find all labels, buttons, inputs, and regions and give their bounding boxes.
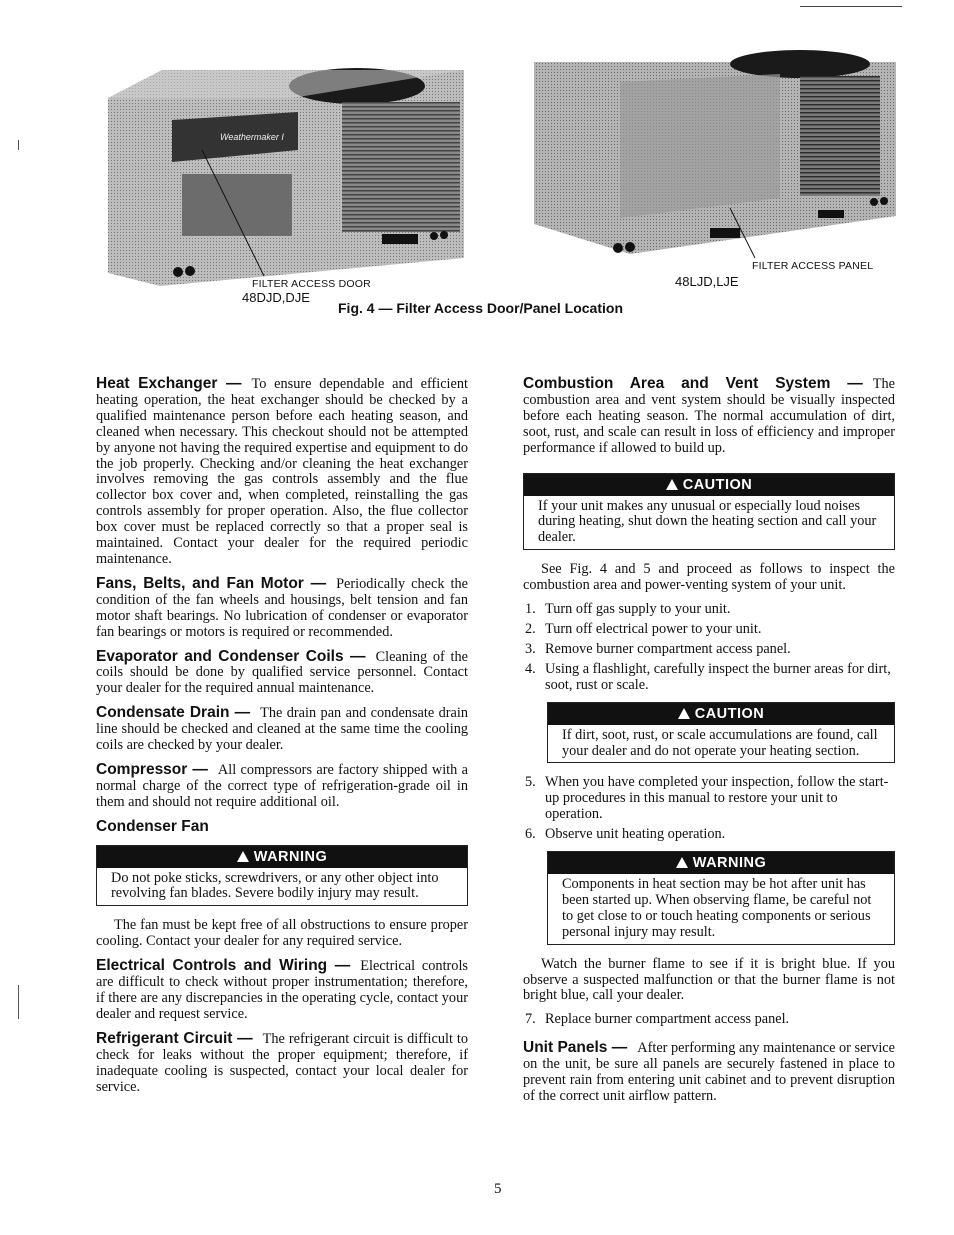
step-item: 5. When you have completed your inspection, follow the start-up procedures in this manual to restore your unit to operation. <box>525 774 889 823</box>
filter-access-door-label: FILTER ACCESS DOOR <box>252 278 371 290</box>
coils-heading: Evaporator and Condenser Coils — <box>96 647 366 665</box>
combustion-section <box>523 376 895 457</box>
drain-text: The drain pan and condensate drain line should be checked and cleaned at the same time the cooling coils are checked by your dealer. <box>96 705 468 754</box>
figure-4 <box>100 48 900 328</box>
rooftop-unit-48ljd-photo <box>530 48 900 268</box>
warning-box-fan <box>96 845 468 907</box>
compressor-text: All compressors are factory shipped with a normal charge of the correct type of refrigeration-grade oil in them and should not require additional oil. <box>96 761 468 810</box>
compressor-section <box>96 762 468 811</box>
caution-label: CAUTION <box>682 476 753 493</box>
inspection-steps-continued <box>523 775 895 843</box>
drain-section <box>96 705 468 754</box>
model-label-left: 48DJD,DJE <box>242 290 310 305</box>
heat-exchanger-section <box>96 376 468 568</box>
caution-header <box>524 474 894 496</box>
inspection-intro: See Fig. 4 and 5 and proceed as follows to inspect the combustion area and power-venting system of your unit. <box>523 561 895 594</box>
unit-panels-section <box>523 1040 895 1105</box>
top-rule <box>800 6 902 7</box>
warning-text: Do not poke sticks, screwdrivers, or any other object into revolving fan blades. Severe bodily injury may result. <box>111 869 439 902</box>
electrical-section <box>96 958 468 1023</box>
step-item: 7. Replace burner compartment access panel. <box>525 1011 790 1028</box>
flame-text: Watch the burner flame to see if it is bright blue. If you observe a suspected malfunction or that the burner flame is not bright blue, call your dealer. <box>523 955 895 1004</box>
drain-heading: Condensate Drain — <box>96 704 251 722</box>
rooftop-unit-48djd-photo <box>102 58 470 286</box>
final-step <box>523 1012 895 1028</box>
margin-mark <box>18 140 19 150</box>
model-label-right: 48LJD,LJE <box>675 274 739 289</box>
heat-exchanger-text: To ensure dependable and efficient heating operation, the heat exchanger should be checked by a qualified maintenance person before each heating season, and cleaned when necessary. This checkout should not be attempted by anyone not having the required expertise and equipment to do the job properly. Checking and/or cleaning the heat exchanger involves removing the gas controls assembly and the flue collector box cover and, when completed, reinstalling the gas controls assembly for proper operation. Also, the flue collector box cover must be replaced correctly so that a proper seal is maintained. Contact your dealer for the required periodic maintenance. <box>96 376 468 567</box>
warning-label: WARNING <box>253 848 328 865</box>
warning-label: WARNING <box>692 855 767 872</box>
right-column <box>523 376 895 1113</box>
caution-triangle-icon <box>678 708 690 719</box>
step-item: 2. Turn off electrical power to your unit. <box>525 620 762 637</box>
fans-section <box>96 576 468 641</box>
refrigerant-heading: Refrigerant Circuit — <box>96 1029 253 1047</box>
filter-access-panel-label: FILTER ACCESS PANEL <box>752 260 874 272</box>
coils-section <box>96 649 468 698</box>
compressor-heading: Compressor — <box>96 760 208 778</box>
step-item: 6. Observe unit heating operation. <box>525 826 726 843</box>
condenser-fan-heading: Condenser Fan <box>96 817 209 835</box>
caution-text: If dirt, soot, rust, or scale accumulations are found, call your dealer and do not operate your heating section. <box>562 726 878 759</box>
unit-panels-text: After performing any maintenance or service on the unit, be sure all panels are securely fastened in place to prevent rain from entering unit cabinet and to prevent disruption of the correct unit airflow pattern. <box>523 1040 896 1104</box>
refrigerant-text: The refrigerant circuit is difficult to check for leaks without the proper equipment; therefore, if inadequate cooling is suspected, contact your local dealer for service. <box>96 1030 469 1095</box>
caution-label: CAUTION <box>694 705 765 722</box>
inspection-steps <box>523 602 895 694</box>
fans-text: Periodically check the condition of the fan wheels and housings, belt tension and fan motor shaft bearings. No lubrication of condenser or evaporator fan bearings or motors is required or recommended. <box>96 575 468 640</box>
electrical-heading: Electrical Controls and Wiring — <box>96 957 351 975</box>
warning-triangle-icon <box>237 851 249 862</box>
warning-triangle-icon <box>676 857 688 868</box>
caution-box-dirt <box>547 702 895 764</box>
brand-plate-text: Weathermaker I <box>220 132 284 142</box>
coils-text: Cleaning of the coils should be done by qualified service personnel. Contact your dealer for the required annual maintenance. <box>96 648 468 697</box>
refrigerant-section <box>96 1031 468 1096</box>
left-column <box>96 376 468 1103</box>
step-item: 4. Using a flashlight, carefully inspect the burner areas for dirt, soot, rust or scale. <box>525 660 891 693</box>
warning-header <box>548 852 894 874</box>
step-item: 3. Remove burner compartment access panel. <box>525 640 791 657</box>
warning-text: Components in heat section may be hot after unit has been started up. When observing flame, be careful not to get close to or touch heating components or serious personal injury may result. <box>562 876 872 940</box>
caution-text: If your unit makes any unusual or especially loud noises during heating, shut down the heating section and call your dealer. <box>538 497 877 546</box>
caution-header <box>548 703 894 725</box>
warning-header <box>97 846 467 868</box>
step-item: 1. Turn off gas supply to your unit. <box>525 601 731 618</box>
heat-exchanger-heading: Heat Exchanger — <box>96 375 242 392</box>
unit-panels-heading: Unit Panels — <box>523 1039 628 1057</box>
caution-triangle-icon <box>666 479 678 490</box>
combustion-heading: Combustion Area and Vent System — <box>523 375 863 392</box>
combustion-text: The combustion area and vent system should be visually inspected before each heating season. The normal accumulation of dirt, soot, rust, and scale can result in loss of efficiency and improper performance if allowed to build up. <box>523 376 895 456</box>
page-number: 5 <box>494 1181 502 1197</box>
warning-box-hot <box>547 851 895 945</box>
electrical-text: Electrical controls are difficult to check without proper instrumentation; therefore, if there are any discrepancies in the operating cycle, contact your dealer and request service. <box>96 958 468 1022</box>
figure-caption: Fig. 4 — Filter Access Door/Panel Location <box>338 300 623 316</box>
caution-box-noise <box>523 473 895 551</box>
margin-mark <box>18 985 19 1019</box>
condenser-fan-text: The fan must be kept free of all obstructions to ensure proper cooling. Contact your dealer for any required service. <box>96 917 468 950</box>
fans-heading: Fans, Belts, and Fan Motor — <box>96 574 327 592</box>
